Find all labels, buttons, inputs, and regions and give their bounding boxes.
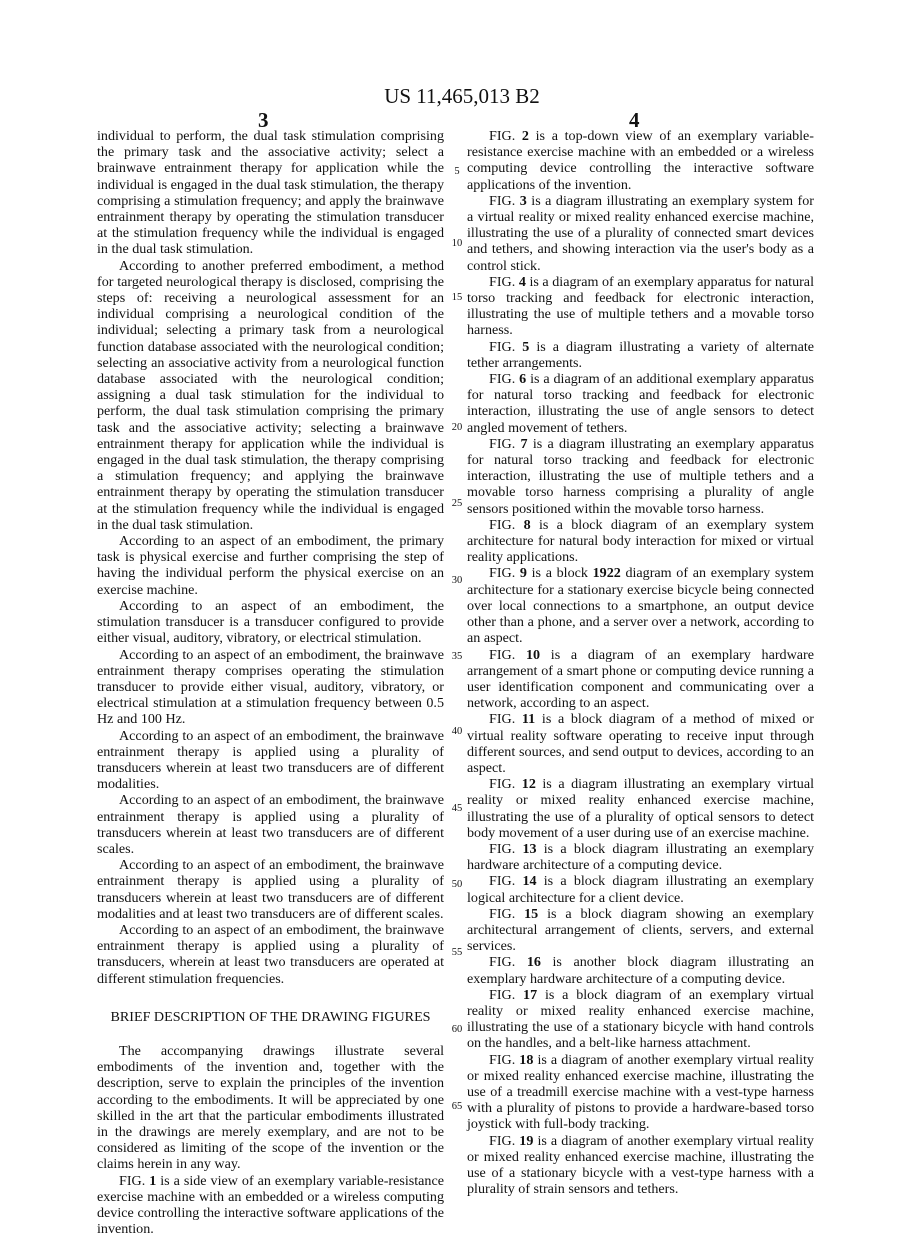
figure-description [467, 987, 814, 1052]
fig-text: is a diagram illustrating an exemplary apparatus for natural torso tracking and feedback for electronic interaction, illustrating the use of multiple tethers and a movable torso harness comprising a plurality of angle sensors positioned within the movable torso harness. [467, 435, 815, 517]
figure-description [467, 128, 814, 193]
fig-label: FIG. [489, 954, 516, 971]
fig-text: is a block diagram showing an exemplary architectural arrangement of clients, servers, and external services. [467, 905, 814, 955]
line-number: 35 [451, 651, 463, 662]
figure-description [467, 371, 814, 436]
line-number: 55 [451, 947, 463, 958]
figure-description [467, 841, 814, 873]
fig-label: FIG. [489, 873, 516, 890]
line-number: 20 [451, 422, 463, 433]
fig-label: FIG. [489, 435, 516, 452]
fig-number: 9 [519, 565, 527, 582]
line-number: 25 [451, 498, 463, 509]
fig-label: FIG. [489, 1051, 516, 1068]
page-number-left: 3 [258, 108, 269, 132]
fig-label: FIG. [489, 565, 516, 582]
paragraph: According to an aspect of an embodiment, the brainwave entrainment therapy is applied using a plurality of transducers wherein at least two transducers are of different modalities. [97, 727, 444, 793]
fig-text: is a block diagram of an exemplary system architecture for natural body interaction for mixed or virtual reality applications. [467, 516, 814, 566]
paragraph: According to an aspect of an embodiment, the primary task is physical exercise and further comprising the step of having the individual perform the physical exercise on an exercise machine. [97, 533, 444, 598]
line-number: 60 [451, 1024, 463, 1035]
fig-label: FIG. [489, 516, 516, 533]
fig-number: 18 [519, 1051, 534, 1068]
paragraph: According to an aspect of an embodiment, the brainwave entrainment therapy is applied using a plurality of transducers, wherein at least two transducers are operated at different stimulation frequencies. [97, 921, 444, 987]
fig-number: 13 [522, 840, 537, 857]
paragraph: The accompanying drawings illustrate several embodiments of the invention and, together with the description, serve to explain the principles of the invention according to the embodiments. It will be appreciated by one skilled in the art that the particular embodiments illustrated in the drawings are merely exemplary, and are not to be considered as limiting of the scope of the invention or the claims herein in any way. [97, 1042, 444, 1173]
fig-label: FIG. [489, 338, 516, 355]
fig-text: is a block diagram illustrating an exemplary logical architecture for a client device. [467, 873, 815, 906]
paragraph: According to another preferred embodiment, a method for targeted neurological therapy is disclosed, comprising the steps of: receiving a neurological assessment for an individual comprising a neurological condition of the individual; selecting a primary task from a neurological function database associated with the neurological condition; selecting an associative activity from a neurological function database associated with the neurological condition; assigning a dual task stimulation for the individual to perform, the dual task stimulation comprising the primary task and the associative activity; selecting a brainwave entrainment therapy for application while the individual is engaged in the dual task stimulation, the therapy comprising a stimulation frequency; and applying the brainwave entrainment therapy by operating the stimulation transducer at the stimulation frequency while the individual is engaged in the dual task stimulation. [97, 257, 444, 533]
fig-number: 5 [522, 338, 530, 355]
fig-text: diagram of an exemplary system architecture for a stationary exercise bicycle being connected over local connections to a smartphone, an output device other than a phone, and a server over a network, according to an aspect. [467, 565, 814, 647]
figure-description [467, 274, 814, 339]
fig-text: is a diagram illustrating an exemplary system for a virtual reality or mixed reality enhanced exercise machine, illustrating the use of a plurality of connected smart devices and tethers, and showing interaction via the user's body as a control stick. [467, 192, 814, 274]
fig-text: is a diagram of an additional exemplary apparatus for natural torso tracking and feedback for electronic interaction, illustrating the use of angle sensors to detect angled movement of tethers. [467, 371, 814, 436]
fig-label: FIG. [489, 1132, 516, 1149]
fig-number: 11 [521, 711, 536, 728]
fig-text: is a diagram illustrating an exemplary virtual reality or mixed reality enhanced exercise machine, illustrating the use of a plurality of optical sensors to detect body movement of a user during use of an exercise machine. [467, 776, 814, 841]
figure-description [467, 565, 814, 646]
fig-text: is a diagram illustrating a variety of alternate tether arrangements. [467, 338, 815, 371]
figure-description [97, 1173, 444, 1237]
figure-description [467, 954, 814, 986]
fig-text: is a diagram of another exemplary virtual reality or mixed reality enhanced exercise machine, illustrating the use of a stationary bicycle with a vest-type harness with a plurality of strain sensors and tethers. [467, 1132, 814, 1198]
paragraph: According to an aspect of an embodiment, the stimulation transducer is a transducer configured to provide either visual, auditory, vibratory, or electrical stimulation. [97, 597, 444, 647]
section-heading: BRIEF DESCRIPTION OF THE DRAWING FIGURES [110, 1008, 431, 1025]
fig-text: is a diagram of another exemplary virtual reality or mixed reality enhanced exercise machine, illustrating the use of a treadmill exercise machine with a vest-type harness with a plurality of pistons to provide a hardware-based torso joystick with full-body tracking. [467, 1051, 814, 1133]
fig-text: is a block diagram of an exemplary virtual reality or mixed reality enhanced exercise machine, illustrating the use of a stationary bicycle with hand controls on the handles, and a belt-like harness attachment. [467, 986, 815, 1052]
fig-text: is a block diagram illustrating an exemplary hardware architecture of a computing device. [467, 840, 815, 874]
fig-number: 17 [523, 986, 538, 1003]
fig-number: 3 [519, 192, 527, 209]
reference-number: 1922 [592, 565, 621, 582]
figure-description [467, 193, 814, 274]
line-number: 65 [451, 1101, 463, 1112]
left-column [97, 128, 444, 1237]
line-number: 15 [451, 292, 463, 303]
fig-number: 19 [519, 1132, 534, 1149]
line-number: 40 [451, 726, 463, 737]
figure-description [467, 339, 814, 371]
figure-description [467, 711, 814, 776]
fig-label: FIG. [489, 273, 516, 290]
fig-text: is a block diagram of a method of mixed or virtual reality software operating to receive input through different sources, and send output to devices, according to an aspect. [467, 711, 814, 776]
fig-label: FIG. [489, 371, 516, 388]
fig-label: FIG. [489, 128, 516, 144]
fig-number: 10 [525, 646, 541, 663]
fig-number: 8 [523, 516, 531, 533]
fig-label: FIG. [489, 711, 516, 728]
figure-description [467, 1133, 814, 1198]
line-number: 10 [451, 238, 463, 249]
fig-text: is a diagram of an exemplary hardware arrangement of a smart phone or computing device running a user identification component and communicating over a network, according to an aspect. [467, 646, 814, 712]
page-number-right: 4 [629, 108, 640, 132]
fig-number: 2 [521, 128, 529, 144]
fig-number: 12 [521, 776, 536, 793]
fig-number: 16 [526, 954, 541, 971]
line-number: 50 [451, 879, 463, 890]
fig-text: is another block diagram illustrating an exemplary hardware architecture of a computing device. [467, 954, 814, 987]
paragraph: According to an aspect of an embodiment, the brainwave entrainment therapy is applied using a plurality of transducers wherein at least two transducers are of different scales. [97, 792, 444, 857]
fig-number: 15 [524, 905, 539, 922]
paragraph: individual to perform, the dual task stimulation comprising the primary task and the associative activity; select a brainwave entrainment therapy for application while the individual is engaged in the dual task stimulation, the therapy comprising a stimulation frequency; and apply the brainwave entrainment therapy by operating the stimulation transducer at the stimulation frequency while the individual is engaged in the dual task stimulation. [97, 128, 444, 258]
patent-number: US 11,465,013 B2 [384, 84, 540, 108]
figure-description [467, 517, 814, 566]
fig-label: FIG. [489, 776, 516, 793]
fig-text: is a top-down view of an exemplary variable-resistance exercise machine with an embedded or a wireless computing device controlling the interactive software applications of the invention. [467, 128, 814, 193]
fig-number: 14 [522, 873, 537, 890]
line-number: 5 [454, 166, 460, 177]
fig-number: 7 [520, 435, 528, 452]
figure-description [467, 436, 814, 517]
right-column [467, 128, 814, 1197]
figure-description [467, 873, 814, 905]
fig-label: FIG. [489, 646, 516, 663]
fig-number: 4 [518, 273, 526, 290]
fig-number: 1 [149, 1172, 157, 1189]
line-number: 30 [451, 575, 463, 586]
fig-label: FIG. [489, 986, 516, 1003]
line-number: 45 [451, 803, 463, 814]
fig-number: 6 [519, 371, 527, 388]
paragraph: According to an aspect of an embodiment, the brainwave entrainment therapy is applied using a plurality of transducers wherein at least two transducers are of different modalities and at least two transducers are of different scales. [97, 857, 444, 922]
figure-description [467, 647, 814, 712]
figure-description [467, 776, 814, 841]
fig-label: FIG. [489, 192, 516, 209]
fig-label: FIG. [489, 840, 516, 857]
fig-text: is a block [531, 565, 588, 582]
figure-description [467, 1052, 814, 1133]
fig-text: is a diagram of an exemplary apparatus for natural torso tracking and feedback for electronic interaction, illustrating the use of multiple tethers and a movable torso harness. [467, 273, 814, 339]
paragraph: According to an aspect of an embodiment, the brainwave entrainment therapy comprises operating the stimulation transducer to provide either visual, auditory, vibratory, or electrical stimulation at a stimulation frequency between 0.5 Hz and 100 Hz. [97, 646, 444, 728]
fig-text: is a side view of an exemplary variable-resistance exercise machine with an embedded or a wireless computing device controlling the interactive software applications of the invention. [97, 1172, 444, 1237]
fig-label: FIG. [119, 1172, 146, 1189]
fig-label: FIG. [489, 905, 516, 922]
figure-description [467, 906, 814, 955]
